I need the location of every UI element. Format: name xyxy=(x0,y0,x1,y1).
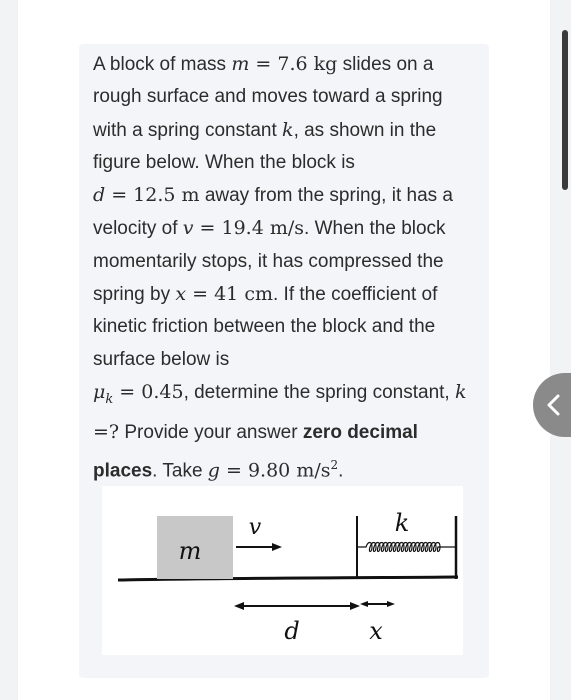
equals-sign: = xyxy=(105,184,134,207)
problem-text xyxy=(93,48,481,488)
mass-value: 7.6 xyxy=(277,53,308,75)
distance-arrowhead-left xyxy=(234,602,244,610)
distance-label: d xyxy=(284,617,300,645)
chevron-left-icon xyxy=(543,393,565,417)
mass-unit: kg xyxy=(307,53,338,75)
equals-sign: = xyxy=(113,380,142,403)
text-segment: away from the spring, it has a velocity of xyxy=(93,185,453,240)
spring-constant-symbol: k xyxy=(282,118,294,141)
precision-emphasis: zero decimal places xyxy=(93,422,418,482)
velocity-symbol: v xyxy=(182,217,194,240)
distance-symbol: d xyxy=(93,184,106,207)
gravity-symbol: g xyxy=(207,459,220,482)
gravity-exponent: 2 xyxy=(330,458,339,473)
velocity-label: v xyxy=(248,515,262,540)
text-segment: . When the block momentarily stops, it has compressed the spring by xyxy=(93,218,446,306)
text-segment: , as shown in the figure below. When the block is xyxy=(93,119,437,173)
compression-value: 41 xyxy=(214,283,239,306)
equals-question: =? xyxy=(93,421,120,444)
spring-constant-symbol: k xyxy=(455,380,467,403)
distance-arrowhead-right xyxy=(350,602,360,610)
compression-arrowhead-left xyxy=(360,601,368,607)
distance-value: 12.5 xyxy=(133,184,176,207)
gravity-unit: m/s xyxy=(290,459,331,482)
spring-coil xyxy=(358,543,456,552)
distance-unit: m xyxy=(175,184,200,207)
text-segment: slides on a rough surface and moves toward a spring with a spring constant xyxy=(93,54,443,141)
velocity-arrowhead xyxy=(272,543,282,551)
text-segment: . If the coefficient of kinetic friction between the block and the surface below is xyxy=(93,284,438,370)
scrollbar-thumb[interactable] xyxy=(562,30,568,190)
velocity-value: 19.4 xyxy=(221,217,264,240)
text-segment: . xyxy=(338,460,344,482)
spring-label: k xyxy=(394,509,410,537)
equals-sign: = xyxy=(219,459,248,482)
velocity-unit: m/s xyxy=(263,217,305,240)
equals-sign: = xyxy=(193,217,222,240)
gravity-value: 9.80 xyxy=(247,459,291,482)
mass-symbol: m xyxy=(231,53,250,75)
text-segment: , determine the spring constant, xyxy=(183,381,455,403)
equals-sign: = xyxy=(249,53,278,75)
equals-sign: = xyxy=(186,283,215,306)
spring-block-figure xyxy=(102,486,463,655)
friction-subscript: k xyxy=(105,391,114,407)
compression-label: x xyxy=(369,617,383,645)
compression-symbol: x xyxy=(175,283,187,306)
friction-value: 0.45 xyxy=(141,380,184,403)
friction-coefficient-symbol: μ xyxy=(93,380,106,403)
compression-unit: cm xyxy=(238,283,273,306)
block-label: m xyxy=(178,537,202,565)
text-segment: Provide your answer xyxy=(119,422,303,444)
text-segment: . Take xyxy=(152,460,208,482)
compression-arrowhead-right xyxy=(387,601,395,607)
figure-svg xyxy=(102,486,463,655)
text-segment: A block of mass xyxy=(93,54,232,75)
